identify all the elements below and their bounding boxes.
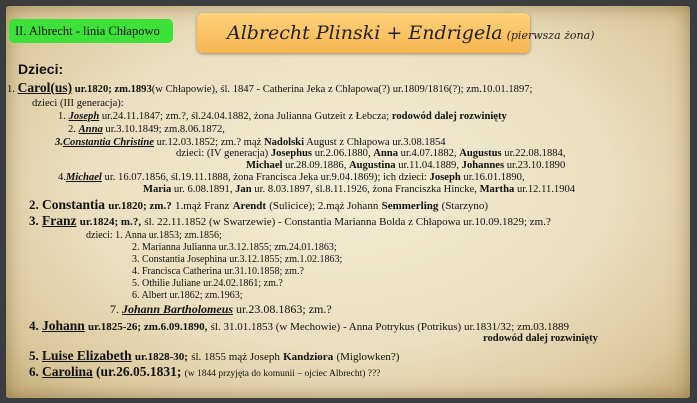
gen4-name-augustina: Augustina [349,160,396,171]
child-1-dates: ur.1820; zm.1893 [74,84,152,95]
gen4b-date-martha: ur.12.11.1904 [516,184,576,195]
child-4-details: śl. 31.01.1853 (w Mechowie) - Anna Potrykus (Potrikus) ur.1831/32; zm.03.1889 [210,321,570,333]
grandchild-1-number: 1. [58,111,66,122]
child-6-line [29,364,380,382]
child-2-dates: ur.1820; zm.? [108,200,172,212]
child-3-details: śl. 22.11.1852 (w Swarzewie) - Constantia Marianna Bolda z Chłapowa ur.10.09.1829; zm.? [144,216,551,228]
child-2-spouse-1: Arendt [232,200,267,212]
child-3-name: Franz [42,213,77,228]
child-3-number: 3. [29,213,39,228]
grandchild-2-line [68,124,225,136]
gen4b-name-maria: Maria [143,184,172,195]
child-3-kid-5: 5. Othilie Juliane ur.24.02.1861; zm.? [132,278,283,289]
gen4b-name-joseph: Joseph [429,172,461,183]
title-note: (pierwsza żona) [506,29,595,42]
gen4-date-josephus: ur.2.06.1880, [314,148,371,159]
child-2-details-2: (Sulicice); 2.mąż Johann [269,200,379,212]
branch-label: II. Albrecht - linia Chłapowo [9,19,173,43]
gen4-date-augustus: ur.22.08.1884, [504,148,566,159]
gen4-name-josephus: Josephus [270,148,313,159]
child-2-spouse-2: Semmerling [381,200,439,212]
children-heading: Dzieci: [18,61,64,77]
child-4-number: 4. [29,318,39,333]
child-5-dates: ur.1828-30; [134,351,188,363]
child-6-dates: (ur.26.05.1831; [96,364,182,379]
child-5-line [29,348,399,365]
child-3-kid-7-details: ur.23.08.1863; zm.? [236,302,332,316]
grandchild-2-details: ur.3.10.1849; zm.8.06.1872, [105,124,225,135]
gen4-date-anna: ur.4.07.1882, [400,148,457,159]
child-1-number: 1. [7,84,15,95]
child-5-number: 5. [29,348,39,363]
gen4b-date-maria: ur. 6.08.1891, [173,184,233,195]
grandchild-1-note: rodowód dalej rozwinięty [391,111,507,122]
child-3-kid-7-name: Johann Bartholomeus [122,302,234,316]
gen4b-line-2 [143,184,575,196]
gen4-name-michael: Michael [246,160,283,171]
grandchild-1-name: Joseph [68,111,100,122]
grandchild-2-number: 2. [68,124,76,135]
child-1-subheading: dzieci (III generacja): [32,98,124,109]
grandchild-4-line [58,172,525,184]
child-3-kid-7 [110,302,332,317]
grandchild-3-spouse-details: August z Chłapowa ur.3.08.1854 [306,137,446,148]
child-5-name: Luise Elizabeth [42,348,132,363]
child-5-spouse: Kandziora [283,351,334,363]
child-3-line [29,213,551,230]
grandchild-1-line [58,111,507,123]
grandchild-3-name: Constantia Christine [62,137,154,148]
child-2-line [29,197,488,214]
child-3-kid-2: 2. Marianna Julianna ur.3.12.1855; zm.24.01.1863; [132,242,337,253]
child-3-kid-6: 6. Albert ur.1862; zm.1963; [132,290,243,301]
child-2-details-3: (Starzyno) [441,200,489,212]
gen4b-name-jan: Jan [235,184,252,195]
gen4-name-johannes: Johannes [461,160,505,171]
grandchild-2-name: Anna [78,124,103,135]
grandchild-3-number: 3. [55,137,63,148]
child-4-name: Johann [42,318,85,333]
grandchild-4-number: 4. [58,172,66,183]
gen4b-date-jan: ur. 8.03.1897, śl.8.11.1926, żona Franciszka Hincke, [254,184,477,195]
gen4b-name-martha: Martha [479,184,515,195]
gen4b-date-joseph: ur.16.01.1890, [463,172,525,183]
child-2-details: 1.mąż Franz [174,200,230,212]
grandchild-1-details: ur.24.11.1847; zm.?, śl.24.04.1882, żona Julianna Gutzeit z Łebcza; [101,111,390,122]
child-5-details-2: (Miglowken?) [336,351,400,363]
child-3-kid-1: dzieci: 1. Anna ur.1853; zm.1856; [86,230,222,241]
gen4-name-anna: Anna [373,148,398,159]
child-4-note: rodowód dalej rozwinięty [483,333,598,344]
child-3-kid-4: 4. Francisca Catherina ur.31.10.1858; zm.? [132,266,304,277]
grandchild-4-details: ur. 16.07.1856, śl.19.11.1888, żona Francisca Jeka ur.9.04.1869); ich dzieci: [104,172,427,183]
grandchild-3-spouse: Nadolski [263,137,305,148]
child-2-number: 2. [29,197,39,212]
child-1-details: (w Chłapowie), śl. 1847 - Catherina Jeka z Chłapowa(?) ur.1809/1816(?); zm.10.01.1897; [151,84,533,95]
child-6-number: 6. [29,364,39,379]
child-3-kid-3: 3. Constantia Josephina ur.3.12.1855; zm.1.02.1863; [132,254,343,265]
child-3-kid-7-number: 7. [110,302,119,316]
gen4-date-johannes: ur.23.10.1890 [506,160,566,171]
child-4-dates: ur.1825-26; zm.6.09.1890, [88,321,208,333]
child-1-line [7,82,532,96]
gen4-line-1 [176,148,566,160]
child-2-name: Constantia [42,197,106,212]
gen4-date-augustina: ur.11.04.1889, [398,160,460,171]
grandchild-4-name: Michael [65,172,102,183]
child-3-dates: ur.1824; m.?, [79,216,142,228]
title-text: Albrecht Plinski + Endrigela [227,22,503,44]
child-5-details: śl. 1855 mąż Joseph [191,351,280,363]
gen4-line-2 [246,160,565,172]
gen4-date-michael: ur.28.09.1886, [285,160,347,171]
gen4-heading: dzieci: (IV generacja) [176,148,269,159]
grandchild-3-details: ur.12.03.1852; zm.? mąż [156,137,262,148]
gen4-name-augustus: Augustus [459,148,502,159]
child-6-name: Carolina [42,364,93,379]
child-6-details: (w 1844 przyjęta do komunii – ojciec Albrecht) ??? [184,369,381,379]
child-1-name: Carol(us) [17,80,73,95]
